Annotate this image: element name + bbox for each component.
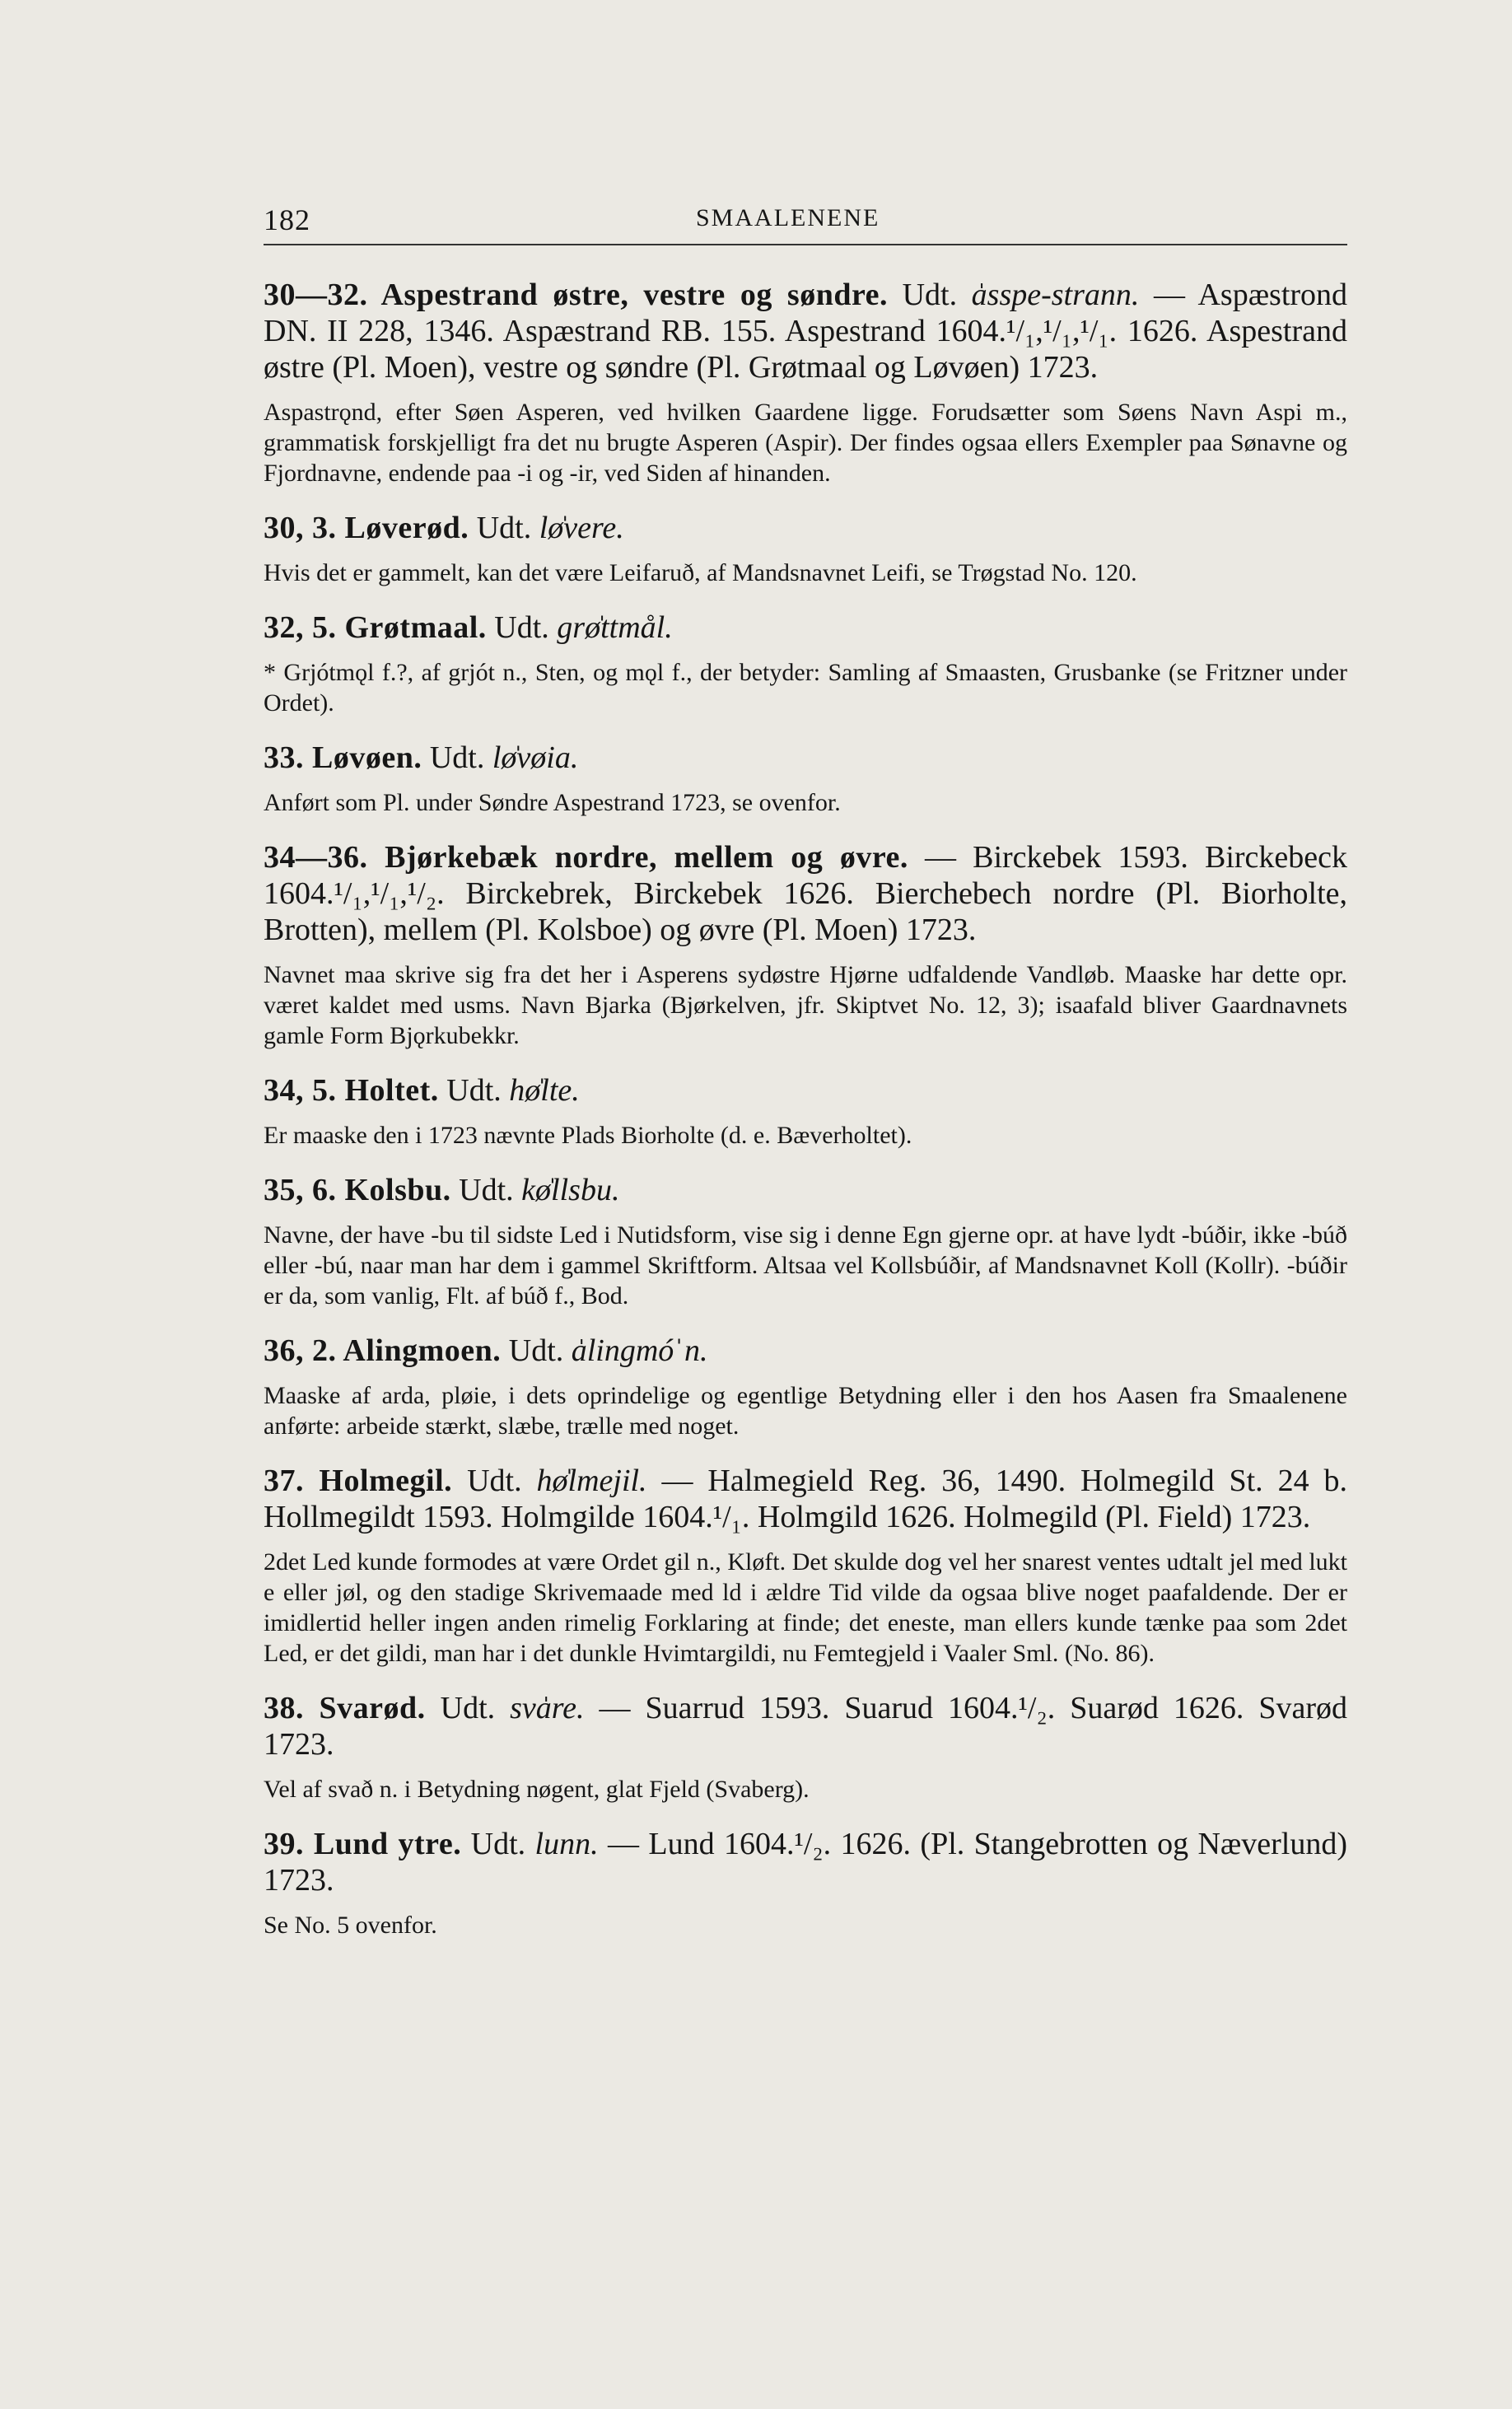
entry-main-line <box>264 1333 1347 1369</box>
entry-aspestrand <box>264 277 1347 488</box>
entry-main-line <box>264 1172 1347 1208</box>
entry-holmegil <box>264 1463 1347 1669</box>
entry-note: Navne, der have -bu til sidste Led i Nutidsform, vise sig i denne Egn gjerne opr. at have lydt -búðir, ikke -búð eller -bú, naar man har dem i gammel Skriftform. Altsaa vel Kollsbúðir, af Mandsnavnet Koll (Kollr). -búðir er da, som vanlig, Flt. af búð f., Bod. <box>264 1221 1347 1310</box>
udt-value: lø̍vøia. <box>492 740 579 775</box>
entry-note: Aspastrǫnd, efter Søen Asperen, ved hvilken Gaardene ligge. Forudsætter som Søens Navn Aspi m., grammatisk forskjelligt fra det nu brugte Asperen (Aspir). Der findes ogsaa ellers Exempler paa Sønavne og Fjordnavne, endende paa -i og -ir, ved Siden af hinanden. <box>264 399 1347 487</box>
entry-head: 38. Svarød. <box>264 1691 426 1725</box>
udt-label: Udt. <box>508 1333 564 1368</box>
udt-value: a̍lingmóˈn. <box>571 1333 708 1368</box>
entry-note: Anført som Pl. under Søndre Aspestrand 1723, se ovenfor. <box>264 789 841 816</box>
entry-head: 34, 5. Holtet. <box>264 1073 439 1108</box>
udt-value: lø̍vere. <box>539 511 624 545</box>
udt-value: lunn. <box>534 1827 599 1861</box>
entry-note: * Grjótmǫl f.?, af grjót n., Sten, og mǫl f., der betyder: Samling af Smaasten, Grusbanke (se Fritzner under Ordet). <box>264 659 1347 717</box>
entry-kolsbu <box>264 1172 1347 1311</box>
udt-label: Udt. <box>429 740 485 775</box>
udt-value: hø̍lmejil. <box>536 1464 647 1498</box>
entries <box>264 277 1347 1940</box>
entry-lovoen <box>264 740 1347 818</box>
running-head: SMAALENENE <box>696 204 880 231</box>
entry-head: 30—32. Aspestrand østre, vestre og søndre. <box>264 278 889 312</box>
udt-label: Udt. <box>459 1173 514 1207</box>
entry-note: 2det Led kunde formodes at være Ordet gil n., Kløft. Det skulde dog vel her snarest ventes udtalt jel med lukt e eller jøl, og den stadige Skrivemaade med ld i ældre Tid vilde da ogsaa blive noget paafaldende. Der er imidlertid heller ingen anden rimelig Forklaring at finde; det eneste, man ellers kunde tænke paa som 2det Led, er det gildi, man har i det dunkle Hvimtargildi, nu Femtegjeld i Vaaler Sml. (No. 86). <box>264 1548 1347 1667</box>
entry-forms: — Birckebek 1593. Birckebeck 1604.¹/₁,¹/₁,¹/₂. Birckebrek, Birckebek 1626. Bierchebech nordre (Pl. Biorholte, Brotten), mellem (Pl. Kolsboe) og øvre (Pl. Moen) 1723. <box>264 840 1347 947</box>
entry-head: 34—36. Bjørkebæk nordre, mellem og øvre. <box>264 840 908 875</box>
entry-note: Navnet maa skrive sig fra det her i Asperens sydøstre Hjørne udfaldende Vandløb. Maaske har dette opr. været kaldet med usms. Navn Bjarka (Bjørkelven, jfr. Skiptvet No. 12, 3); isaafald bliver Gaardnavnets gamle Form Bjǫrkubekkr. <box>264 961 1347 1049</box>
udt-value: a̍sspe-strann. <box>971 278 1140 312</box>
entry-main-line <box>264 609 1347 646</box>
page-number: 182 <box>264 203 310 236</box>
entry-head: 35, 6. Kolsbu. <box>264 1173 451 1207</box>
udt-value: hø̍lte. <box>509 1073 580 1108</box>
entry-head: 32, 5. Grøtmaal. <box>264 610 487 645</box>
udt-value: kø̍llsbu. <box>521 1173 620 1207</box>
entry-note: Er maaske den i 1723 nævnte Plads Biorholte (d. e. Bæverholtet). <box>264 1122 912 1149</box>
entry-main-line <box>264 1463 1347 1535</box>
entry-main-line <box>264 839 1347 948</box>
entry-head: 37. Holmegil. <box>264 1464 453 1498</box>
udt-value: sva̍re. <box>510 1691 585 1725</box>
entry-loverod <box>264 510 1347 588</box>
entry-head: 36, 2. Alingmoen. <box>264 1333 502 1368</box>
entry-alingmoen <box>264 1333 1347 1441</box>
page-header <box>264 203 1347 244</box>
entry-main-line <box>264 510 1347 546</box>
entry-grotmaal <box>264 609 1347 718</box>
entry-forms: — Halmegield Reg. 36, 1490. Holmegild St. 24 b. Hollmegildt 1593. Holmgilde 1604.¹/₁. Holmgild 1626. Holmegild (Pl. Field) 1723. <box>264 1464 1348 1534</box>
entry-main-line <box>264 277 1347 385</box>
udt-label: Udt. <box>470 1827 526 1861</box>
entry-lund-ytre <box>264 1826 1347 1940</box>
entry-head: 30, 3. Løverød. <box>264 511 469 545</box>
udt-label: Udt. <box>446 1073 502 1108</box>
entry-main-line <box>264 1072 1347 1109</box>
entry-forms: — Suarrud 1593. Suarud 1604.¹/₂. Suarød 1626. Svarød 1723. <box>264 1691 1347 1762</box>
header-rule <box>264 244 1347 245</box>
entry-bjorkebaek <box>264 839 1347 1051</box>
entry-main-line <box>264 1826 1347 1898</box>
udt-label: Udt. <box>494 610 549 645</box>
udt-label: Udt. <box>476 511 532 545</box>
entry-head: 39. Lund ytre. <box>264 1827 462 1861</box>
entry-note: Vel af svað n. i Betydning nøgent, glat Fjeld (Svaberg). <box>264 1776 810 1803</box>
entry-note: Maaske af arda, pløie, i dets oprindelige og egentlige Betydning eller i den hos Aasen fra Smaalenene anførte: arbeide stærkt, slæbe, trælle med noget. <box>264 1382 1347 1440</box>
entry-head: 33. Løvøen. <box>264 740 422 775</box>
entry-svarod <box>264 1690 1347 1804</box>
entry-main-line <box>264 1690 1347 1762</box>
entry-note: Se No. 5 ovenfor. <box>264 1912 437 1939</box>
udt-value: grø̍ttmål. <box>557 610 673 645</box>
entry-main-line <box>264 740 1347 776</box>
udt-label: Udt. <box>440 1691 496 1725</box>
udt-label: Udt. <box>467 1464 522 1498</box>
entry-forms: — Aspæstrond DN. II 228, 1346. Aspæstrand RB. 155. Aspestrand 1604.¹/₁,¹/₁,¹/₁. 1626. Aspestrand østre (Pl. Moen), vestre og søndre (Pl. Grøtmaal og Løvøen) 1723. <box>264 278 1348 385</box>
entry-note: Hvis det er gammelt, kan det være Leifaruð, af Mandsnavnet Leifi, se Trøgstad No. 120. <box>264 559 1137 586</box>
entry-forms: — Lund 1604.¹/₂. 1626. (Pl. Stangebrotten og Næverlund) 1723. <box>264 1827 1348 1898</box>
entry-holtet <box>264 1072 1347 1151</box>
udt-label: Udt. <box>902 278 958 312</box>
